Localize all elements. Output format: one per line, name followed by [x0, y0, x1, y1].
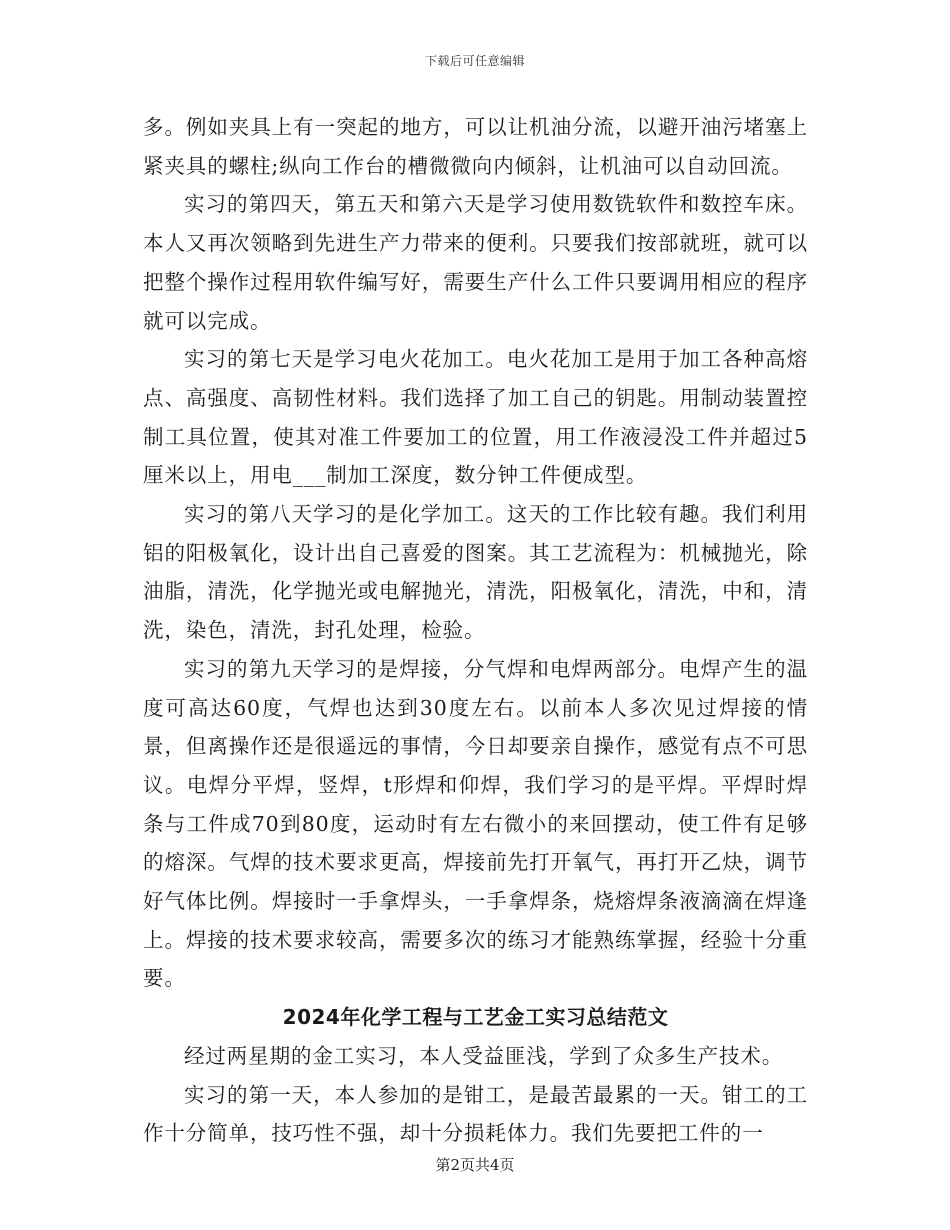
page-header: 下载后可任意编辑	[424, 54, 525, 68]
document-body	[143, 108, 808, 1153]
paragraph-day8: 实习的第八天学习的是化学加工。这天的工作比较有趣。我们利用铝的阳极氧化，设计出自己喜爱的图案。其工艺流程为：机械抛光，除油脂，清洗，化学抛光或电解抛光，清洗，阳极氧化，清洗，中和，清洗，染色，清洗，封孔处理，检验。	[143, 502, 808, 643]
paragraph-continued: 多。例如夹具上有一突起的地方，可以让机油分流，以避开油污堵塞上紧夹具的螺柱;纵向工作台的槽微微向内倾斜，让机油可以自动回流。	[143, 115, 808, 178]
page-number: 第2页共4页	[435, 1156, 515, 1174]
paragraph-day4-6: 实习的第四天，第五天和第六天是学习使用数铣软件和数控车床。本人又再次领略到先进生产力带来的便利。只要我们按部就班，就可以把整个操作过程用软件编写好，需要生产什么工件只要调用相应的程序就可以完成。	[143, 192, 808, 333]
paragraph-day9: 实习的第九天学习的是焊接，分气焊和电焊两部分。电焊产生的温度可高达60度，气焊也达到30度左右。以前本人多次见过焊接的情景，但离操作还是很遥远的事情，今日却要亲自操作，感觉有点不可思议。电焊分平焊，竖焊，t形焊和仰焊，我们学习的是平焊。平焊时焊条与工件成70到80度，运动时有左右微小的来回摆动，使工件有足够的熔深。气焊的技术要求更高，焊接前先打开氧气，再打开乙炔，调节好气体比例。焊接时一手拿焊头，一手拿焊条，烧熔焊条液滴滴在焊逢上。焊接的技术要求较高，需要多次的练习才能熟练掌握，经验十分重要。	[143, 656, 808, 991]
paragraph-day1: 实习的第一天，本人参加的是钳工，是最苦最累的一天。钳工的工作十分简单，技巧性不强，却十分损耗体力。我们先要把工件的一	[143, 1082, 808, 1146]
paragraph-day7: 实习的第七天是学习电火花加工。电火花加工是用于加工各种高熔点、高强度、高韧性材料。我们选择了加工自己的钥匙。用制动装置控制工具位置，使其对准工件要加工的位置，用工作液浸没工件并超过5厘米以上，用电___制加工深度，数分钟工件便成型。	[143, 347, 808, 488]
section-title: 2024年化学工程与工艺金工实习总结范文	[282, 1005, 669, 1030]
paragraph-intro: 经过两星期的金工实习，本人受益匪浅，学到了众多生产技术。	[184, 1043, 784, 1068]
